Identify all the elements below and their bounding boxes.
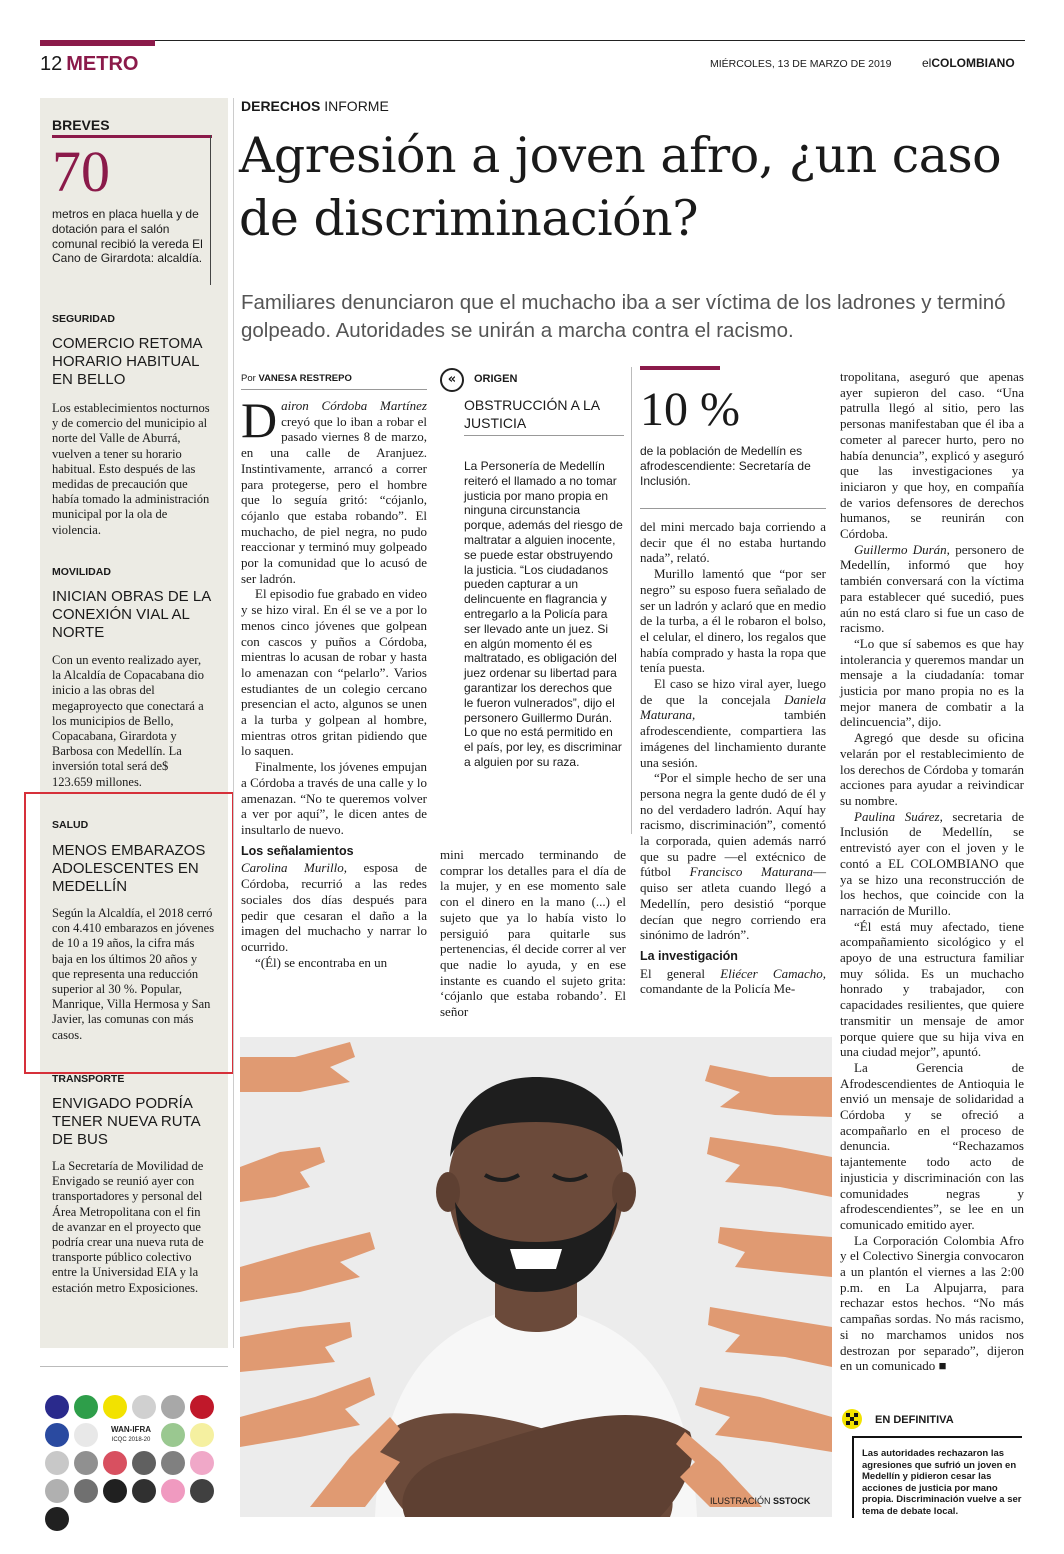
brief-body-seguridad: Los establecimientos nocturnos y de comercio del municipio al norte del Valle de Aburrá, vuelven a tener su horario habitual. Esto después de las medidas de precaución que había tomado la administración municipal por la ola de violencia. <box>52 401 210 537</box>
publication-date: MIÉRCOLES, 13 DE MARZO DE 2019 <box>710 58 892 70</box>
illustration-credit: ILUSTRACIÓN SSTOCK <box>710 1496 811 1506</box>
color-dot <box>161 1479 185 1503</box>
brief-section-seguridad: SEGURIDAD <box>52 313 116 325</box>
origen-rule <box>464 435 624 436</box>
color-dot <box>45 1451 69 1475</box>
brief-headline-seguridad: COMERCIO RETOMA HORARIO HABITUAL EN BELLO <box>52 335 202 388</box>
end-mark: ■ <box>938 1358 947 1374</box>
page-number: 12 <box>40 53 63 75</box>
article-kicker: DERECHOS INFORME <box>241 98 389 114</box>
color-dot <box>190 1479 214 1503</box>
article-column-3: del mini mercado baja corriendo a decir que él no estaba hurtando nada”, relató. Murillo lamentó que “por ser negro” su esposo fuera señalado de ser un ladrón y aclaró que en medio de la turba, a él le robaron el bolso, el celular, el dinero, los regalos que había comprado y hasta la ropa que tenía puesta. El caso se hizo viral ayer, luego de que la concejala Daniela Maturana, también afrodescendiente, compartiera las imágenes del linchamiento durante una sesión. “Por el simple hecho de ser una persona negra la gente dudó de él y no del verdadero ladrón. Aquí hay racismo, discriminación”, comentó la corporada, quien además narró que su padre —el extécnico de fútbol Francisco Maturana— quiso ser atleta cuando llegó a Medellín, pero desistió “porque decían que negro corriendo era sinónimo de ladrón”. La investigación El general Eliécer Camacho, comandante de la Policía Me- <box>640 519 826 997</box>
colorbar-sublabel: ICQC 2018-20 <box>111 1437 151 1443</box>
color-dot <box>190 1451 214 1475</box>
article-illustration <box>240 1037 832 1517</box>
color-dot <box>132 1479 156 1503</box>
color-dot <box>161 1451 185 1475</box>
article-column-1: Dairon Córdoba Martínez creyó que lo iban a robar el pasado viernes 8 de marzo, en una calle de Aranjuez. Instintivamente, arrancó a correr para protegerse, pero el hombre que lo seguía gritó: “cójanlo, cójanlo que estaba robando”. El muchacho, de piel negra, no pudo reaccionar y terminó muy golpeado por la comunidad que lo acusó de ser ladrón. El episodio fue grabado en video y se hizo viral. En él se ve a por lo menos cinco jóvenes que golpean con cascos y puños a Córdoba, mientras lo acusan de robar y hasta lo amenazan con “pelarlo”. Varios estudiantes de un colegio cercano presencian el acto, algunos se unen a la turba y golpean al hombre, mientras otros gritan pidiendo que lo saquen. Finalmente, los jóvenes empujan a Córdoba a través de una calle y lo amenazan. “No te queremos volver a ver por aquí”, le dicen antes de insultarlo de nuevo. Los señalamientos Carolina Murillo, esposa de Córdoba, recurrió a las redes sociales dos días después para pedir que cesaran el daño a la imagen del muchacho y narrar lo ocurrido. “(Él) se encontraba en un <box>241 392 427 970</box>
color-dot <box>74 1423 98 1447</box>
color-dot <box>190 1423 214 1447</box>
mouth-shape <box>510 1249 562 1269</box>
color-dot <box>45 1395 69 1419</box>
color-dot <box>103 1395 127 1419</box>
color-dot <box>103 1451 127 1475</box>
article-subhead: Familiares denunciaron que el muchacho iba a ser víctima de los ladrones y terminó golpeado. Autoridades se unirán a marcha contra el racismo. <box>241 291 1006 342</box>
byline: Por VANESA RESTREPO <box>241 373 352 384</box>
sidebar-rule <box>40 1366 228 1367</box>
highlight-box <box>24 792 234 1074</box>
column-divider <box>233 98 234 1348</box>
en-definitiva-box <box>852 1436 1022 1518</box>
color-dot <box>161 1423 185 1447</box>
brief-body-movilidad: Con un evento realizado ayer, la Alcaldía de Copacabana dio inicio a las obras del megaproyecto que conectará a los municipios de Bello, Copacabana, Girardota y Barbosa con Medellín. La inversión total será de$ 123.659 millones. <box>52 653 205 789</box>
origen-divider <box>631 367 632 834</box>
color-dot <box>190 1395 214 1419</box>
subheading-investigacion: La investigación <box>640 948 738 963</box>
brief-section-movilidad: MOVILIDAD <box>52 566 111 578</box>
drop-cap: D <box>241 392 278 448</box>
color-dot <box>45 1423 69 1447</box>
stat-number: 10 % <box>640 383 740 436</box>
article-column-2: mini mercado terminando de comprar los detalles para el día de la mujer, y en ese momento sale con el dinero en la mano (...) el sujeto que ya lo había visto lo persiguió para quitarle sus pertenencias, él decide correr al ver que nadie lo ayuda, y en ese instante es cuando el sujeto grita: ‘cójanlo que estaba robando’. El señor <box>440 847 626 1020</box>
section-accent-bar <box>40 40 155 46</box>
stat-text: de la población de Medellín es afrodescendiente: Secretaría de Inclusión. <box>640 444 811 488</box>
brief-body-salud: Según la Alcaldía, el 2018 cerró con 4.410 embarazos en jóvenes de 10 a 19 años, la cifra más baja en los últimos 20 años y que representa una reducción superior al 30 %. Popular, Manrique, Villa Hermosa y San Javier, las comunas con más casos. <box>52 906 215 1042</box>
en-definitiva-text: Las autoridades rechazaron las agresiones que sufrió un joven en Medellín y pidieron cesar las acciones de justicia por mano propia. Discriminación vuelve a ser tema de debate local. <box>862 1448 1022 1517</box>
color-dot <box>45 1507 69 1531</box>
en-definitiva-icon <box>842 1409 862 1429</box>
breves-text: metros en placa huella y de dotación para el salón comunal recibió la vereda El Cano de Girardota: alcaldía. <box>52 207 203 266</box>
stat-rule <box>640 508 826 509</box>
subheading-senalamientos: Los señalamientos <box>241 843 354 858</box>
color-dot <box>103 1479 127 1503</box>
origen-title: OBSTRUCCIÓN A LA JUSTICIA <box>464 397 600 431</box>
en-definitiva-label: EN DEFINITIVA <box>875 1414 954 1426</box>
color-dot <box>132 1395 156 1419</box>
colorbar-label: WAN-IFRA <box>111 1425 151 1434</box>
article-headline: Agresión a joven afro, ¿un caso de discriminación? <box>239 127 1002 247</box>
brief-headline-transporte: ENVIGADO PODRÍA TENER NUEVA RUTA DE BUS <box>52 1095 200 1148</box>
color-dot <box>132 1451 156 1475</box>
article-column-4: tropolitana, aseguró que apenas ayer supieron del caso. “Una patrulla llegó al sitio, pero las personas manifestaban que él iba a cometer al parecer hurto, pero no había denuncia”, explicó y aseguró que las investigaciones ya iniciaron y que hoy, en compañía de varios defensores de derechos humanos, se reunirán con Córdoba. Guillermo Durán, personero de Medellín, informó que hoy también conversará con la víctima para establecer qué sucedió, pues aún no está claro si fue un caso de racismo. “Lo que sí sabemos es que hay intolerancia y queremos mandar un mensaje a la ciudadanía: tomar justicia por mano propia no es la mejor manera de combatir a la delincuencia”, dijo. Agregó que desde su oficina velarán por el restablecimiento de los derechos de Córdoba y tomarán acciones para ayudar a reivindicar su nombre. Paulina Suárez, secretaria de Inclusión de Medellín, se entrevistó ayer con el joven y le contó a EL COLOMBIANO que ya se hizo una reconstrucción de los hechos, que coincide con la narración de Murillo. “Él está muy afectado, tiene acompañamiento sicológico y el apoyo de una estructura familiar muy sólida. Es un muchacho honrado y trabajador, con capacidades resilientes, que quiere transmitir un mensaje de amor porque quiere que su hija viva en una ciudad mejor”, apuntó. La Gerencia de Afrodescendientes de Antioquia le envió un mensaje de solidaridad a Córdoba y se ofreció a acompañarlo en el proceso de denuncia. “Rechazamos tajantemente todo acto de injusticia y discriminación con las comunidades negras y afrodescendientes”, se lee en un comunicado emitido ayer. La Corporación Colombia Afro y el Colectivo Sinergia convocaron a un plantón el viernes a las 2:00 p.m. en La Alpujarra, para rechazar estos hechos. “No más campañas sordas. No más racismo, si no marchamos unidos nos destrozan por separado”, dijeron en un comunicado ■ <box>840 369 1025 1374</box>
section-name: METRO <box>66 53 139 75</box>
publication-logo: elCOLOMBIANO <box>922 56 1015 70</box>
color-dot <box>45 1479 69 1503</box>
breves-rule <box>52 135 212 138</box>
breves-number: 70 <box>52 139 110 204</box>
breves-divider <box>210 135 211 285</box>
breves-label: BREVES <box>52 117 110 133</box>
brief-headline-salud: MENOS EMBARAZOS ADOLESCENTES EN MEDELLÍN <box>52 842 206 895</box>
origen-text: La Personería de Medellín reiteró el llamado a no tomar justicia por mano propia en ninguna circunstancia porque, además del riesgo de maltratar a alguien inocente, se puede estar obstruyendo la justicia. “Los ciudadanos pueden capturar a un delincuente en flagrancia y entregarlo a la Policía para ser llevado ante un juez. Si en algún momento él es maltratado, es obligación del juez ordenar su libertad para garantizar los derechos que le fueron vulnerados”, dijo el personero Guillermo Durán. Lo que no está permitido en el país, por ley, es discriminar a alguien por su raza. <box>464 459 623 769</box>
stat-accent-bar <box>640 366 720 370</box>
top-rule <box>40 40 1025 41</box>
brief-section-salud: SALUD <box>52 819 89 831</box>
color-dot <box>161 1395 185 1419</box>
color-dot <box>74 1395 98 1419</box>
origen-icon: « <box>440 368 464 392</box>
origen-label: ORIGEN <box>474 373 518 385</box>
brief-section-transporte: TRANSPORTE <box>52 1073 125 1085</box>
brief-body-transporte: La Secretaría de Movilidad de Envigado se reunió ayer con transportadores y personal del Área Metropolitana con el fin de avanzar en el proyecto que podría crear una nueva ruta de transporte público colectivo entre la Universidad EIA y la estación metro Exposiciones. <box>52 1159 204 1295</box>
brief-headline-movilidad: INICIAN OBRAS DE LA CONEXIÓN VIAL AL NORTE <box>52 588 211 641</box>
illustration-svg <box>240 1037 832 1517</box>
print-color-bars <box>45 1395 220 1510</box>
page-header <box>40 53 138 76</box>
byline-rule <box>241 389 427 390</box>
color-dot <box>74 1451 98 1475</box>
color-dot <box>74 1479 98 1503</box>
